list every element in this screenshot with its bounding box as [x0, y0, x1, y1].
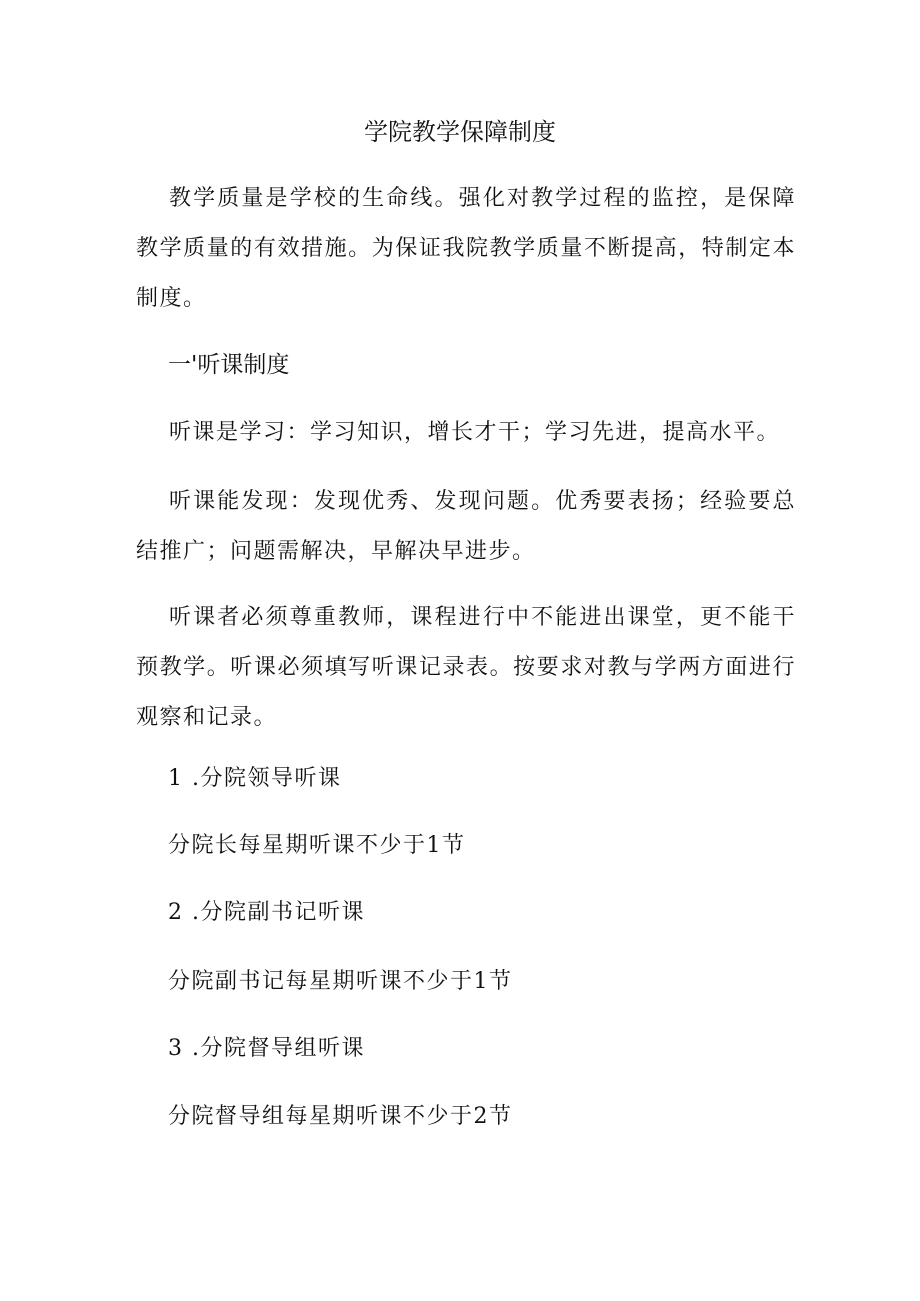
paragraph-discover: 听课能发现：发现优秀、发现问题。优秀要表扬；经验要总结推广；问题需解决，早解决早进步。 [136, 489, 796, 564]
item3-text: 分院督导组每星期听课不少于2节 [168, 1104, 513, 1129]
item1-heading: 1 .分院领导听课 [168, 766, 342, 791]
item2-text: 分院副书记每星期听课不少于1节 [168, 969, 513, 994]
item1-text: 分院长每星期听课不少于1节 [168, 833, 466, 858]
intro-paragraph: 教学质量是学校的生命线。强化对教学过程的监控，是保障教学质量的有效措施。为保证我院教学质量不断提高，特制定本制度。 [136, 186, 796, 311]
section-heading-listening: 一'听课制度 [168, 352, 290, 378]
paragraph-learning: 听课是学习：学习知识，增长才干；学习先进，提高水平。 [169, 420, 781, 445]
paragraph-respect: 听课者必须尊重教师，课程进行中不能进出课堂，更不能干预教学。听课必须填写听课记录表。按要求对教与学两方面进行观察和记录。 [136, 605, 796, 730]
document-title: 学院教学保障制度 [364, 118, 556, 146]
item2-heading: 2 .分院副书记听课 [168, 900, 365, 925]
item3-heading: 3 .分院督导组听课 [168, 1036, 365, 1061]
